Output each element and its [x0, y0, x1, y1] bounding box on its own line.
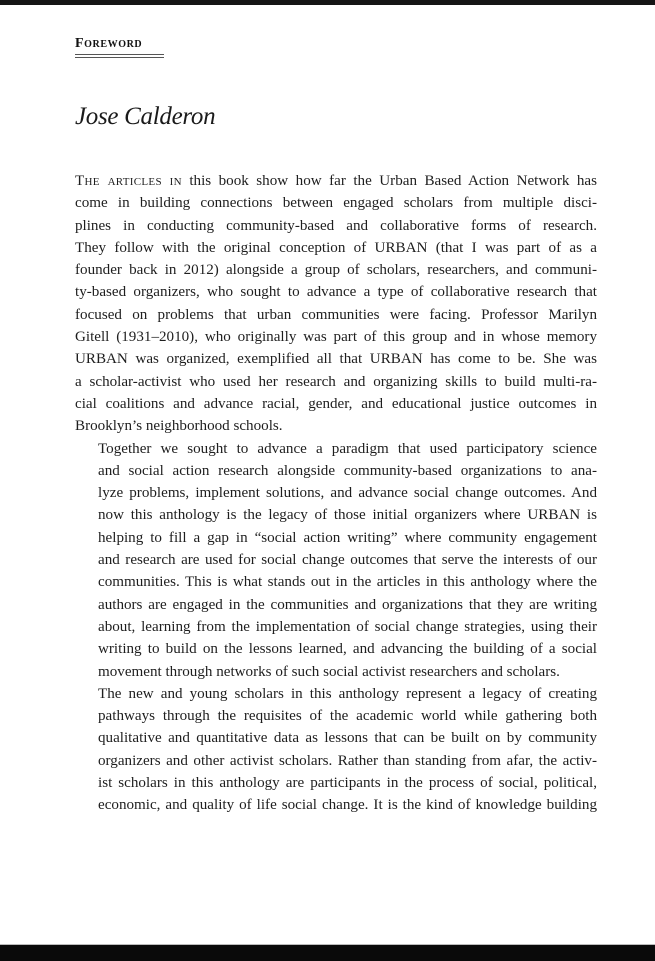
text-line: and research are used for social change outcomes that serve the interests of our: [98, 552, 597, 569]
paragraph-3: [75, 683, 597, 817]
text-line: Gitell (1931–2010), who originally was part of this group and in whose memory: [75, 329, 597, 346]
text-line: focused on problems that urban communities were facing. Professor Marilyn: [75, 306, 597, 323]
text-line: pathways through the requisites of the academic world while gathering both: [98, 708, 597, 725]
text-line: communities. This is what stands out in the articles in this anthology where the: [98, 574, 597, 591]
lead-in-small-caps: The articles in: [75, 173, 182, 189]
body-text: [75, 170, 597, 817]
text-line: helping to fill a gap in “social action writing” where community engagement: [98, 529, 597, 546]
text-line: cial coalitions and advance racial, gender, and educational justice outcomes in: [75, 395, 597, 412]
text-line: lyze problems, implement solutions, and advance social change outcomes. And: [98, 485, 597, 502]
bottom-frame-bar: [0, 944, 655, 961]
text-line: writing to build on the lessons learned, and advancing the building of a social: [98, 641, 597, 658]
text-line: [75, 170, 597, 192]
text-line: come in building connections between engaged scholars from multiple disci-: [75, 195, 597, 212]
text-line: The new and young scholars in this anthology represent a legacy of creating: [98, 685, 597, 702]
text-line: ty-based organizers, who sought to advance a type of collaborative research that: [75, 284, 597, 301]
text-line: founder back in 2012) alongside a group of scholars, researchers, and communi-: [75, 262, 597, 279]
text-line: plines in conducting community-based and collaborative forms of research.: [75, 217, 597, 234]
text-line: economic, and quality of life social change. It is the kind of knowledge building: [98, 797, 597, 814]
text-line: authors are engaged in the communities and organizations that they are writing: [98, 596, 597, 613]
author-name: Jose Calderon: [75, 103, 216, 130]
text-line-rest: this book show how far the Urban Based Action Network has: [181, 173, 597, 189]
text-line: Together we sought to advance a paradigm that used participatory science: [98, 440, 597, 457]
text-line: movement through networks of such social activist researchers and scholars.: [98, 663, 560, 680]
text-line: about, learning from the implementation of social change strategies, using their: [98, 618, 597, 635]
paragraph-2: [75, 438, 597, 683]
paragraph-1: [75, 170, 597, 438]
text-line: URBAN was organized, exemplified all that URBAN has come to be. She was: [75, 351, 597, 368]
section-label: Foreword: [75, 36, 143, 51]
text-line: Brooklyn’s neighborhood schools.: [75, 418, 283, 435]
text-line: organizers and other activist scholars. Rather than standing from afar, the activ-: [98, 752, 597, 769]
text-line: ist scholars in this anthology are participants in the process of social, political,: [98, 775, 597, 792]
text-line: and social action research alongside community-based organizations to ana-: [98, 462, 597, 479]
text-line: They follow with the original conception of URBAN (that I was part of as a: [75, 239, 597, 256]
text-line: now this anthology is the legacy of those initial organizers where URBAN is: [98, 507, 597, 524]
section-double-rule: [75, 54, 164, 58]
text-line: a scholar-activist who used her research and organizing skills to build multi-ra-: [75, 373, 597, 390]
top-frame-bar: [0, 0, 655, 5]
text-line: qualitative and quantitative data as lessons that can be built on by community: [98, 730, 597, 747]
